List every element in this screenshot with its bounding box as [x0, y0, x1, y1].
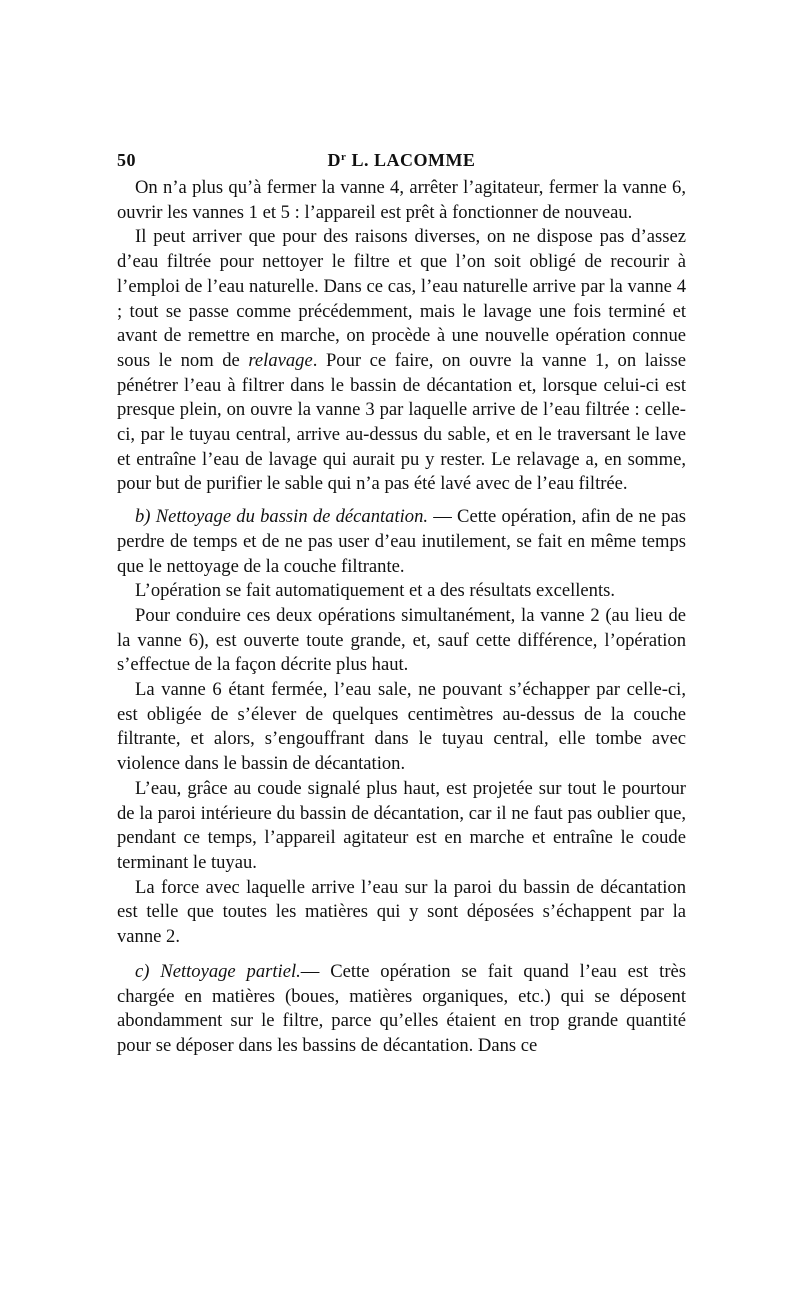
- paragraph-text: La force avec laquelle arrive l’eau sur la paroi du bassin de décantation est telle que toutes les matières qui y sont déposées s’échappent par la vanne 2.: [117, 876, 686, 948]
- paragraph-relavage: [117, 225, 686, 497]
- header-author: [117, 150, 686, 171]
- paragraph-section-b: [117, 505, 686, 579]
- paragraph-force: [117, 876, 686, 950]
- page-number: 50: [117, 150, 136, 170]
- paragraph-text: On n’a plus qu’à fermer la vanne 4, arrêter l’agitateur, fermer la vanne 6, ouvrir les vannes 1 et 5 : l’appareil est prêt à fonctionner de nouveau.: [117, 177, 686, 223]
- paragraph-text: L’eau, grâce au coude signalé plus haut, est projetée sur tout le pourtour de la paroi intérieure du bassin de décantation, car il ne faut pas oublier que, pendant ce temps, l’appareil agitateur est en marche et entraîne le coude terminant le tuyau.: [117, 777, 686, 873]
- paragraph-valve-closed: [117, 678, 686, 777]
- paragraph-text: L’opération se fait automatiquement et a des résultats excellents.: [135, 580, 616, 602]
- paragraph-text: . Pour ce faire, on ouvre la vanne 1, on laisse pénétrer l’eau à filtrer dans le bassin de décantation et, lorsque celui-ci est presque plein, on ouvre la vanne 3 par laquelle arrive de l’eau filtrée : celle-ci, par le tuyau central, arrive au-dessus du sable, et en le traversant le lave et entraîne l’eau de lavage qui aurait pu y rester. Le relavage a, en somme, pour but de purifier le sable qui n’a pas été lavé avec de l’eau filtrée.: [117, 349, 687, 495]
- paragraph-text: — Cette opération se fait quand l’eau est très chargée en matières (boues, matières organiques, etc.) qui se déposent abondamment sur le filtre, parce qu’elles étaient en trop grande quantité pour se déposer dans les bassins de décantation. Dans ce: [117, 960, 686, 1056]
- author-name: L. LACOMME: [346, 150, 476, 170]
- relavage-term: relavage: [248, 349, 313, 371]
- running-head: [117, 148, 686, 176]
- section-heading-b: b) Nettoyage du bassin de décantation.: [135, 506, 429, 528]
- paragraph-text: Il peut arriver que pour des raisons diverses, on ne dispose pas d’assez d’eau filtrée pour nettoyer le filtre et que l’on soit obligé de recourir à l’emploi de l’eau naturelle. Dans ce cas, l’eau naturelle arrive par la vanne 4 ; tout se passe comme précédemment, mais le lavage une fois terminé et avant de remettre en marche, on procède à une nouvelle opération connue sous le nom de: [117, 226, 686, 371]
- paragraph-elbow: [117, 777, 686, 876]
- paragraph-simultaneous: [117, 604, 686, 678]
- author-superscript: r: [341, 151, 347, 163]
- paragraph-text: Pour conduire ces deux opérations simultanément, la vanne 2 (au lieu de la vanne 6), est ouverte toute grande, et, sauf cette différence, l’opération s’effectue de la façon décrite plus haut.: [117, 604, 686, 676]
- paragraph-section-c: [117, 960, 686, 1059]
- paragraph-automatic: [117, 579, 686, 604]
- section-heading-c: c) Nettoyage partiel.: [135, 960, 301, 982]
- paragraph-text: — Cette opération, afin de ne pas perdre de temps et de ne pas user d’eau inutilement, se fait en même temps que le nettoyage de la couche filtrante.: [117, 506, 686, 577]
- book-page: [117, 148, 686, 1059]
- paragraph-text: La vanne 6 étant fermée, l’eau sale, ne pouvant s’échapper par celle-ci, est obligée de s’élever de quelques centimètres au-dessus de la couche filtrante, et alors, s’engouffrant dans le tuyau central, elle tombe avec violence dans le bassin de décantation.: [117, 679, 686, 775]
- paragraph-close-valves: [117, 176, 686, 225]
- author-prefix: D: [327, 150, 342, 170]
